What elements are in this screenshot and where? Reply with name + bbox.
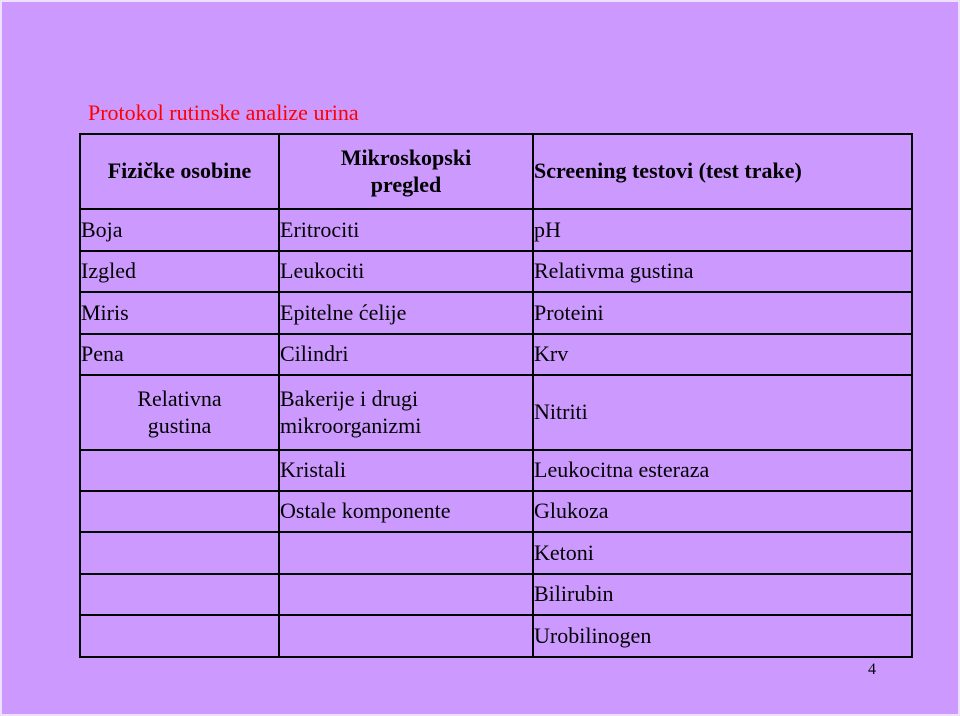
cell-screening: Glukoza: [533, 491, 912, 532]
table-row: [80, 574, 912, 615]
cell-physical: [80, 375, 279, 450]
cell-screening: Bilirubin: [533, 574, 912, 615]
cell-microscopic: [279, 615, 533, 657]
cell-screening: Proteini: [533, 292, 912, 334]
cell-physical: [80, 615, 279, 657]
cell-physical-line2: gustina: [147, 412, 212, 438]
urinalysis-table: [79, 133, 913, 658]
cell-microscopic: [279, 532, 533, 574]
cell-physical: [80, 450, 279, 491]
cell-physical: Izgled: [80, 251, 279, 292]
table-row: [80, 334, 912, 375]
cell-physical: [80, 574, 279, 615]
table-row: [80, 532, 912, 574]
cell-screening: Relativma gustina: [533, 251, 912, 292]
cell-physical-line1: Relativna: [137, 386, 222, 412]
table-header-row: [80, 134, 912, 209]
header-screening: Screening testovi (test trake): [533, 134, 912, 209]
table-row: [80, 375, 912, 450]
table-row: [80, 615, 912, 657]
header-microscopic-line1: Mikroskopski: [340, 145, 472, 171]
cell-microscopic: Leukociti: [279, 251, 533, 292]
header-microscopic: [279, 134, 533, 209]
cell-microscopic: [279, 574, 533, 615]
cell-microscopic-line2: mikroorganizmi: [280, 412, 422, 438]
cell-screening: Leukocitna esteraza: [533, 450, 912, 491]
cell-physical: Miris: [80, 292, 279, 334]
header-physical: Fizičke osobine: [80, 134, 279, 209]
cell-microscopic: Cilindri: [279, 334, 533, 375]
cell-screening: Ketoni: [533, 532, 912, 574]
table-row: [80, 491, 912, 532]
cell-microscopic: Ostale komponente: [279, 491, 533, 532]
cell-microscopic-line1: Bakerije i drugi: [280, 386, 419, 412]
cell-physical: Boja: [80, 209, 279, 251]
cell-screening: Nitriti: [533, 375, 912, 450]
slide-title: Protokol rutinske analize urina: [88, 100, 359, 125]
cell-microscopic: Kristali: [279, 450, 533, 491]
table-row: [80, 450, 912, 491]
cell-microscopic: Epitelne ćelije: [279, 292, 533, 334]
cell-physical: [80, 532, 279, 574]
cell-physical: [80, 491, 279, 532]
cell-screening: Krv: [533, 334, 912, 375]
cell-microscopic: Eritrociti: [279, 209, 533, 251]
cell-screening: Urobilinogen: [533, 615, 912, 657]
cell-microscopic: [279, 375, 533, 450]
cell-physical: Pena: [80, 334, 279, 375]
header-microscopic-line2: pregled: [370, 171, 442, 197]
table-row: [80, 292, 912, 334]
page-number: 4: [868, 661, 876, 678]
table-row: [80, 209, 912, 251]
cell-screening: pH: [533, 209, 912, 251]
table-row: [80, 251, 912, 292]
